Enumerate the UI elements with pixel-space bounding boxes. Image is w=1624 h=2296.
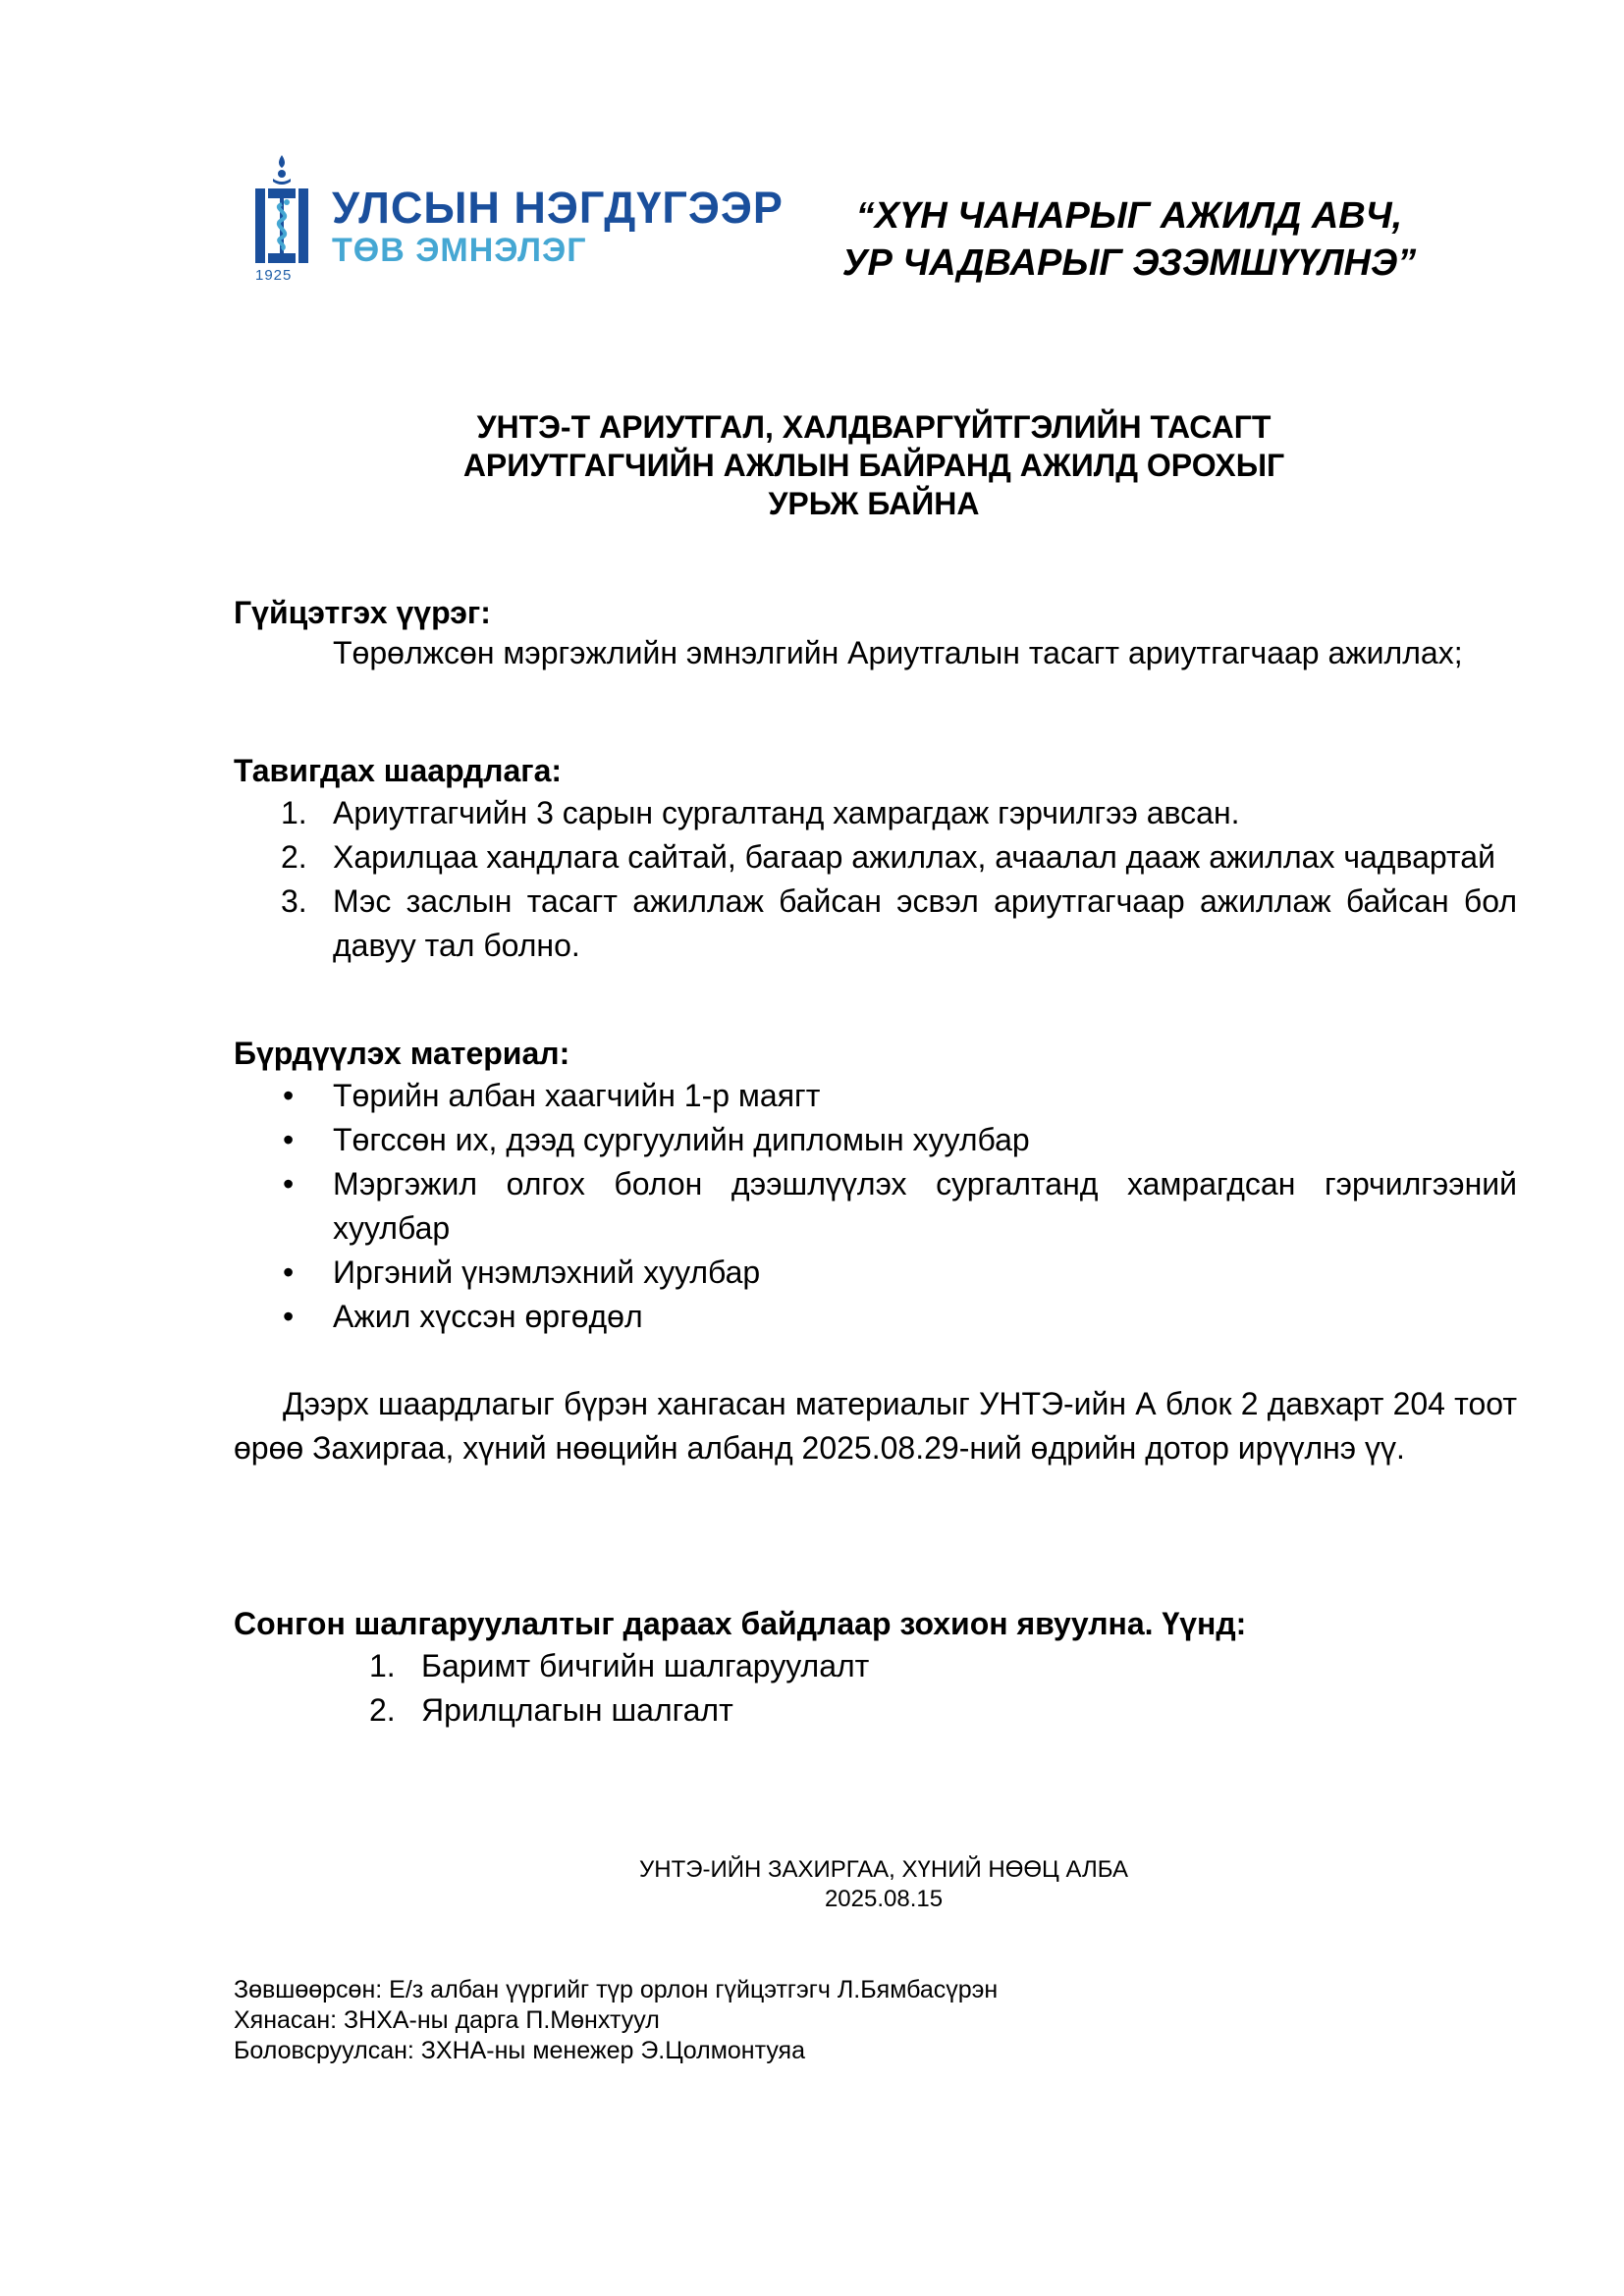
- list-item: [234, 1251, 1517, 1295]
- bullet-icon: •: [283, 1299, 295, 1334]
- duty-heading: Гүйцэтгэх үүрэг:: [234, 595, 491, 630]
- list-item-text: Ариутгагчийн 3 сарын сургалтанд хамрагдаж гэрчилгээ авсан.: [333, 795, 1240, 830]
- title-line1: УНТЭ-Т АРИУТГАЛ, ХАЛДВАРГҮЙТГЭЛИЙН ТАСАГТ: [476, 409, 1272, 445]
- selection-section: [234, 1603, 1517, 1733]
- list-item: [234, 835, 1517, 880]
- selection-list: [234, 1644, 1517, 1733]
- list-item-text: Ажил хүссэн өргөдөл: [333, 1299, 643, 1334]
- list-number: 1.: [369, 1648, 396, 1683]
- list-number: 1.: [281, 795, 307, 830]
- title-line3: УРЬЖ БАЙНА: [768, 486, 980, 521]
- logo-title-line2: ТӨВ ЭМНЭЛЭГ: [332, 232, 587, 269]
- logo-title-line1: УЛСЫН НЭГДҮГЭЭР: [332, 183, 784, 233]
- prepared-by: Боловсруулсан: ЗХНА-ны менежер Э.Цолмонтуяа: [234, 2037, 805, 2064]
- list-item: [234, 880, 1517, 968]
- list-item-text: Ярилцлагын шалгалт: [421, 1692, 733, 1728]
- bullet-icon: •: [283, 1166, 295, 1201]
- logo-year: 1925: [255, 267, 293, 284]
- list-item-text: Төрийн албан хаагчийн 1-р маягт: [333, 1078, 821, 1113]
- submission-section: [234, 1382, 1517, 1470]
- motto-line2: УР ЧАДВАРЫГ ЭЗЭМШҮҮЛНЭ”: [841, 242, 1417, 284]
- selection-heading: Сонгон шалгаруулалтыг дараах байдлаар зохион явуулна. Үүнд:: [234, 1606, 1247, 1641]
- bullet-icon: •: [283, 1255, 295, 1290]
- requirements-heading: Тавигдах шаардлага:: [234, 753, 563, 788]
- requirements-section: [234, 750, 1517, 968]
- list-number: 2.: [369, 1692, 396, 1728]
- submission-text: Дээрх шаардлагыг бүрэн хангасан материалыг УНТЭ-ийн А блок 2 давхарт 204 тоот өрөө Захиргаа, хүний нөөцийн албанд 2025.08.29-ний өдрийн дотор ирүүлнэ үү.: [234, 1386, 1517, 1466]
- requirements-list: [234, 791, 1517, 968]
- motto: [805, 192, 1453, 287]
- list-item: [234, 1162, 1517, 1251]
- materials-heading: Бүрдүүлэх материал:: [234, 1036, 570, 1071]
- list-item: [234, 1688, 1517, 1733]
- materials-list: [234, 1074, 1517, 1339]
- list-item-text: Иргэний үнэмлэхний хуулбар: [333, 1255, 761, 1290]
- bullet-icon: •: [283, 1078, 295, 1113]
- signatures-block: [234, 1975, 998, 2066]
- list-item: [234, 1295, 1517, 1339]
- list-item: [234, 1118, 1517, 1162]
- issue-date: 2025.08.15: [824, 1886, 944, 1912]
- list-item: [234, 791, 1517, 835]
- approved-by: Зөвшөөрсөн: Е/з албан үүргийг түр орлон гүйцэтгэгч Л.Бямбасүрэн: [234, 1976, 999, 2003]
- list-item-text: Төгссөн их, дээд сургуулийн дипломын хуулбар: [333, 1122, 1030, 1157]
- list-item: [234, 1644, 1517, 1688]
- document-title: [295, 408, 1453, 523]
- list-item: [234, 1074, 1517, 1118]
- motto-line1: “ХҮН ЧАНАРЫГ АЖИЛД АВЧ,: [855, 195, 1403, 237]
- list-item-text: Харилцаа хандлага сайтай, багаар ажиллах, ачаалал дааж ажиллах чадвартай: [333, 839, 1495, 875]
- title-line2: АРИУТГАГЧИЙН АЖЛЫН БАЙРАНД АЖИЛД ОРОХЫГ: [462, 448, 1285, 483]
- bullet-icon: •: [283, 1122, 295, 1157]
- list-number: 2.: [281, 839, 307, 875]
- list-number: 3.: [281, 883, 307, 919]
- issuer-block: [550, 1855, 1218, 1914]
- list-item-text: Мэргэжил олгох болон дээшлүүлэх сургалтанд хамрагдсан гэрчилгээний хуулбар: [333, 1166, 1517, 1246]
- duty-section: [234, 592, 1517, 672]
- list-item-text: Мэс заслын тасагт ажиллаж байсан эсвэл ариутгагчаар ажиллаж байсан бол давуу тал болно.: [333, 883, 1517, 963]
- checked-by: Хянасан: ЗНХА-ны дарга П.Мөнхтуул: [234, 2006, 660, 2034]
- issuer-org: УНТЭ-ИЙН ЗАХИРГАА, ХҮНИЙ НӨӨЦ АЛБА: [639, 1856, 1128, 1883]
- duty-text: Төрөлжсөн мэргэжлийн эмнэлгийн Ариутгалын тасагт ариутгагчаар ажиллах;: [333, 635, 1463, 670]
- hospital-logo: [251, 153, 784, 291]
- list-item-text: Баримт бичгийн шалгаруулалт: [421, 1648, 870, 1683]
- materials-section: [234, 1033, 1517, 1339]
